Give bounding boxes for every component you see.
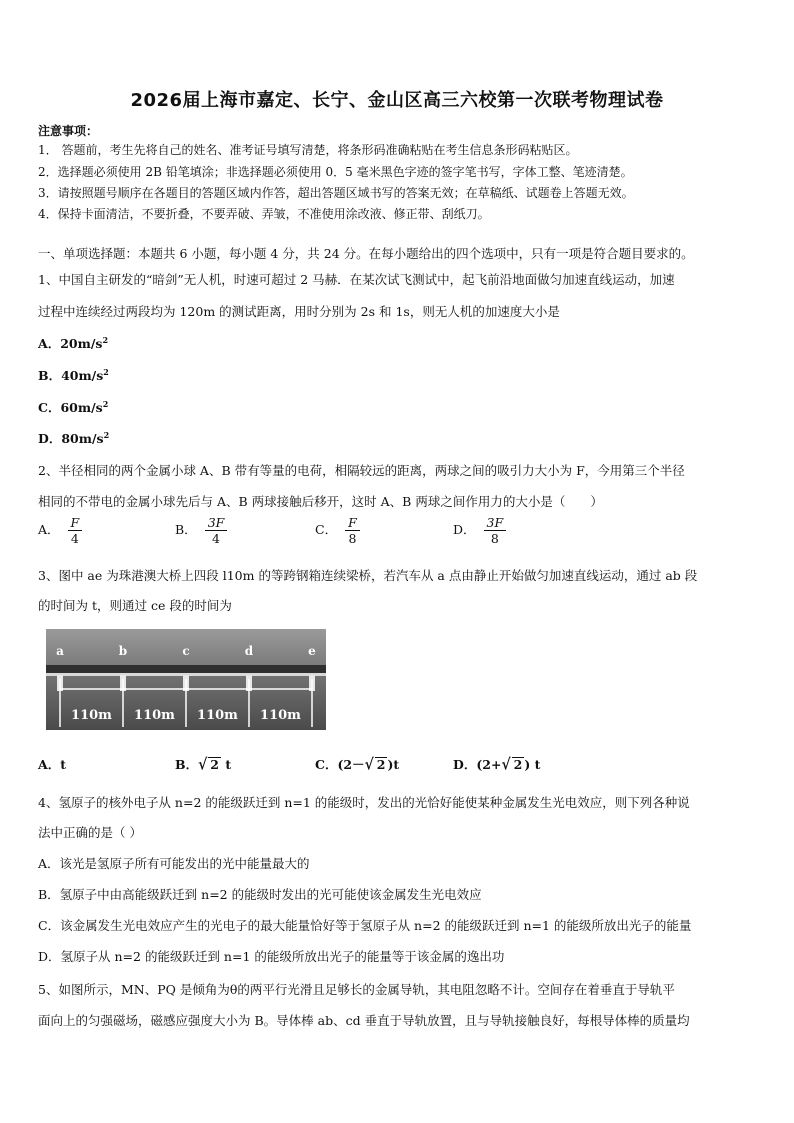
q2-option-b[interactable]: B． $\frac{3F}{4}$	[175, 515, 227, 546]
q4-option-d[interactable]: D．氢原子从 n=2 的能级跃迁到 n=1 的能级所放出光子的能量等于该金属的逸出功	[38, 949, 505, 964]
question-4-text: 4、氢原子的核外电子从 n=2 的能级跃迁到 n=1 的能级时，发出的光恰好能使某种金属发生光电效应，则下列各种说	[38, 795, 690, 810]
point-label-b: b	[118, 644, 128, 658]
notice-item: 4．保持卡面清洁，不要折叠，不要弄破、弄皱，不准使用涂改液、修正带、刮纸刀。	[38, 207, 490, 221]
q1-option-d[interactable]: D．$80m/s^2$	[38, 429, 110, 446]
q3-option-b[interactable]: B．√ 2 t	[175, 756, 232, 774]
bridge-figure	[46, 629, 326, 730]
notice-item: 3．请按照题号顺序在各题目的答题区域内作答，超出答题区域书写的答案无效；在草稿纸、试题卷上答题无效。	[38, 186, 634, 200]
section-heading: 一、单项选择题：本题共 6 小题，每小题 4 分，共 24 分。在每小题给出的四个选项中，只有一项是符合题目要求的。	[38, 246, 694, 261]
question-2-text: 相同的不带电的金属小球先后与 A、B 两球接触后移开，这时 A、B 两球之间作用力的大小是（ ）	[38, 494, 603, 509]
question-2-text: 2、半径相同的两个金属小球 A、B 带有等量的电荷，相隔较远的距离，两球之间的吸引力大小为 F，今用第三个半径	[38, 463, 685, 478]
question-5-text: 面向上的匀强磁场，磁感应强度大小为 B。导体棒 ab、cd 垂直于导轨放置，且与导轨接触良好，每根导体棒的质量均	[38, 1013, 690, 1028]
q3-option-c[interactable]: C．(2－√ 2 )t	[315, 756, 400, 774]
q4-option-a[interactable]: A．该光是氢原子所有可能发出的光中能量最大的	[38, 856, 310, 871]
question-1-text: 1、中国自主研发的“暗剑”无人机，时速可超过 2 马赫．在某次试飞测试中，起飞前沿地面做匀加速直线运动，加速	[38, 272, 675, 287]
notice-item: 2．选择题必须使用 2B 铅笔填涂；非选择题必须使用 0．5 毫米黑色字迹的签字笔书写，字体工整、笔迹清楚。	[38, 165, 633, 179]
notice-heading: 注意事项：	[38, 124, 99, 138]
q3-option-d[interactable]: D．(2+√ 2 ) t	[453, 756, 541, 774]
point-label-d: d	[244, 644, 254, 658]
point-label-e: e	[308, 644, 316, 658]
page-title: 2026届上海市嘉定、长宁、金山区高三六校第一次联考物理试卷	[130, 90, 664, 111]
question-3-text: 3、图中 ae 为珠港澳大桥上四段 l10m 的等跨钢箱连续梁桥，若汽车从 a 点由静止开始做匀加速直线运动，通过 ab 段	[38, 568, 698, 583]
question-3-text: 的时间为 t，则通过 ce 段的时间为	[38, 598, 232, 613]
q2-option-d[interactable]: D． $\frac{3F}{8}$	[453, 515, 506, 546]
q2-option-c[interactable]: C． $\frac{F}{8}$	[315, 515, 360, 546]
span-label: 110m	[134, 708, 175, 723]
q2-option-a[interactable]: A． $\frac{F}{4}$	[38, 515, 82, 546]
question-4-text: 法中正确的是（ ）	[38, 825, 142, 840]
span-label: 110m	[197, 708, 238, 723]
point-label-c: c	[182, 644, 190, 658]
q4-option-b[interactable]: B．氢原子中由高能级跃迁到 n=2 的能级时发出的光可能使该金属发生光电效应	[38, 887, 482, 902]
notice-item: 1． 答题前，考生先将自己的姓名、准考证号填写清楚，将条形码准确粘贴在考生信息条形码粘贴区。	[38, 143, 578, 157]
span-label: 110m	[260, 708, 301, 723]
question-1-text: 过程中连续经过两段均为 120m 的测试距离，用时分别为 2s 和 1s，则无人机的加速度大小是	[38, 304, 560, 319]
q3-option-a[interactable]: A．t	[38, 757, 66, 772]
question-5-text: 5、如图所示，MN、PQ 是倾角为θ的两平行光滑且足够长的金属导轨，其电阻忽略不计。空间存在着垂直于导轨平	[38, 982, 675, 997]
q1-option-a[interactable]: A．$20m/s^2$	[38, 334, 109, 351]
span-label: 110m	[71, 708, 112, 723]
q4-option-c[interactable]: C．该金属发生光电效应产生的光电子的最大能量恰好等于氢原子从 n=2 的能级跃迁到 n=1 的能级所放出光子的能量	[38, 918, 692, 933]
q1-option-c[interactable]: C．$60m/s^2$	[38, 398, 109, 415]
point-label-a: a	[56, 644, 64, 658]
q1-option-b[interactable]: B．$40m/s^2$	[38, 366, 109, 383]
